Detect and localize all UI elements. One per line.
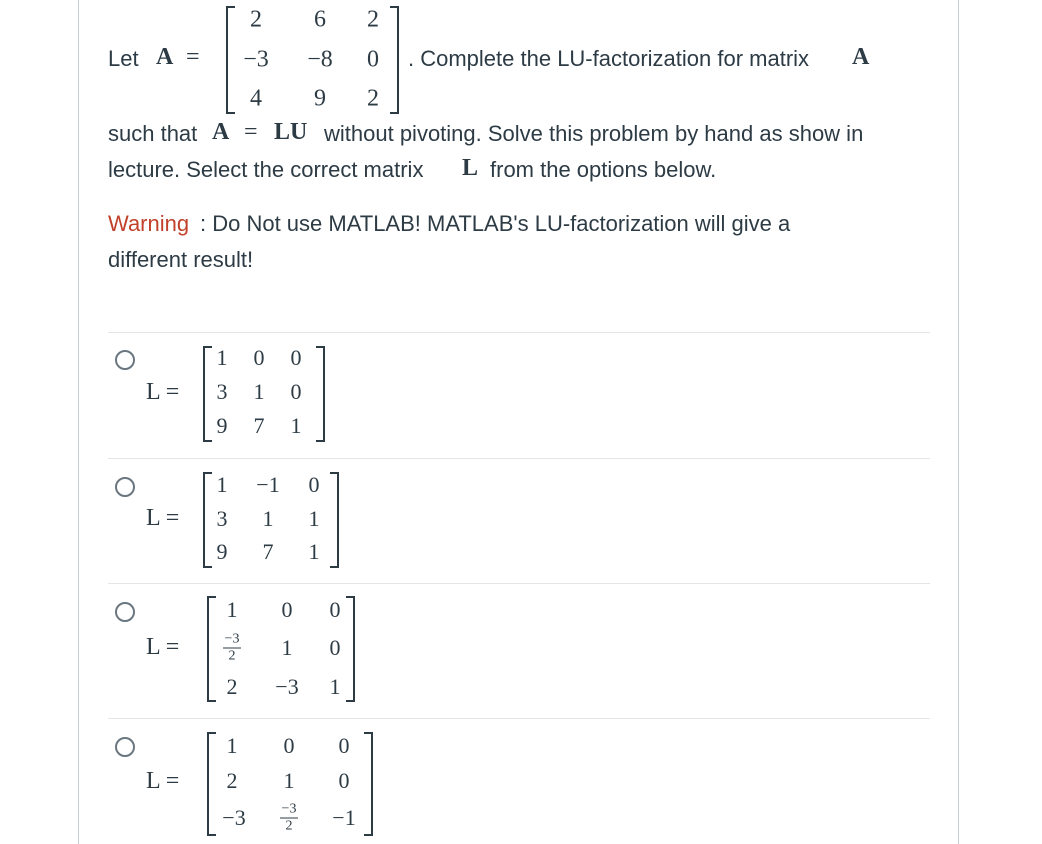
option-2-cell: 1: [216, 472, 228, 497]
option-2-radio[interactable]: [115, 477, 135, 497]
option-3-cell: 1: [226, 597, 238, 622]
option-2-cell: 0: [308, 472, 320, 497]
option-2-cell: 3: [216, 506, 228, 531]
question-line3-suffix: from the options below.: [490, 157, 717, 182]
option-2-cell: 7: [262, 539, 274, 564]
option-3-cell: 0: [281, 597, 293, 622]
warning-text-line2: different result!: [108, 247, 254, 272]
option-2-cell: 1: [308, 539, 320, 564]
fraction-denominator: 2: [285, 818, 293, 834]
option-2-cell: −1: [256, 472, 280, 497]
option-3-right-bracket: [346, 596, 355, 702]
option-4-cell: 0: [338, 768, 350, 793]
a-cell-0-0: 2: [250, 6, 262, 33]
option-1-label: L =: [146, 379, 180, 405]
option-1-cell: 3: [216, 379, 228, 404]
option-4-right-bracket: [364, 732, 373, 836]
content-border-right: [958, 0, 959, 844]
line2-LU: LU: [274, 119, 308, 145]
option-2-label: L =: [146, 505, 180, 531]
option-2-left-bracket: [203, 472, 212, 568]
question-line2-prefix: such that: [108, 121, 198, 146]
question-line2-suffix: without pivoting. Solve this problem by hand as show in: [324, 121, 864, 146]
line3-L: L: [462, 155, 479, 181]
option-4-cell: 1: [283, 768, 295, 793]
fraction-denominator: 2: [228, 648, 236, 664]
matrix-name-A: A: [156, 44, 174, 70]
line2-A: A: [212, 119, 230, 145]
option-4-cell: 2: [226, 768, 238, 793]
let-label: Let: [108, 46, 139, 71]
line2-equals: =: [244, 119, 258, 145]
option-1-cell: 1: [216, 345, 228, 370]
fraction-numerator: −3: [224, 631, 240, 647]
a-cell-2-1: 9: [314, 85, 326, 112]
matrix-a-left-bracket: [226, 6, 235, 114]
content-border-left: [78, 0, 79, 844]
option-1-radio[interactable]: [115, 350, 135, 370]
option-2-cell: 1: [308, 506, 320, 531]
option-3-cell: 0: [329, 635, 341, 660]
a-cell-0-1: 6: [314, 6, 326, 33]
warning-text: : Do Not use MATLAB! MATLAB's LU-factorization will give a: [200, 211, 791, 236]
option-1-cell: 7: [253, 413, 265, 438]
question-line3-prefix: lecture. Select the correct matrix: [108, 157, 424, 182]
option-divider: [108, 332, 930, 333]
option-4-left-bracket: [207, 732, 216, 836]
option-4-cell: 0: [283, 733, 295, 758]
matrix-name-A-end: A: [852, 44, 870, 70]
option-2-right-bracket: [330, 472, 339, 568]
option-3-cell: 2: [226, 674, 238, 699]
option-2-cell: 1: [262, 506, 274, 531]
option-3-left-bracket: [207, 596, 216, 702]
question-text-after-matrix: . Complete the LU-factorization for matrix: [408, 46, 810, 71]
option-4-fraction: [280, 803, 298, 834]
fraction-numerator: −3: [281, 801, 297, 817]
option-divider: [108, 718, 930, 719]
option-3-cell: 1: [329, 674, 341, 699]
option-3-cell: 0: [329, 597, 341, 622]
option-3-cell: 1: [281, 635, 293, 660]
option-3-cell: −3: [275, 674, 299, 699]
option-3-label: L =: [146, 634, 180, 660]
option-1-cell: 1: [290, 413, 302, 438]
option-1-cell: 9: [216, 413, 228, 438]
option-1-cell: 0: [290, 379, 302, 404]
option-4-label: L =: [146, 768, 180, 794]
option-4-cell: −3: [222, 805, 246, 830]
option-1-cell: 1: [253, 379, 265, 404]
warning-label: Warning: [108, 211, 190, 236]
option-1-cell: 0: [290, 345, 302, 370]
option-divider: [108, 583, 930, 584]
equals-sign: =: [186, 44, 200, 70]
option-3-radio[interactable]: [115, 602, 135, 622]
a-cell-1-2: 0: [367, 46, 379, 73]
option-1-left-bracket: [203, 346, 212, 442]
a-cell-1-0: −3: [243, 46, 269, 73]
a-cell-2-0: 4: [250, 85, 262, 112]
option-1-right-bracket: [316, 346, 325, 442]
option-4-cell: −1: [332, 805, 356, 830]
option-1-cell: 0: [253, 345, 265, 370]
option-4-radio[interactable]: [115, 737, 135, 757]
option-2-cell: 9: [216, 539, 228, 564]
option-4-cell: 0: [338, 733, 350, 758]
a-cell-1-1: −8: [307, 46, 333, 73]
option-3-fraction: [223, 633, 241, 664]
option-divider: [108, 458, 930, 459]
matrix-a-right-bracket: [390, 6, 399, 114]
a-cell-0-2: 2: [367, 6, 379, 33]
a-cell-2-2: 2: [367, 85, 379, 112]
option-4-cell: 1: [226, 733, 238, 758]
